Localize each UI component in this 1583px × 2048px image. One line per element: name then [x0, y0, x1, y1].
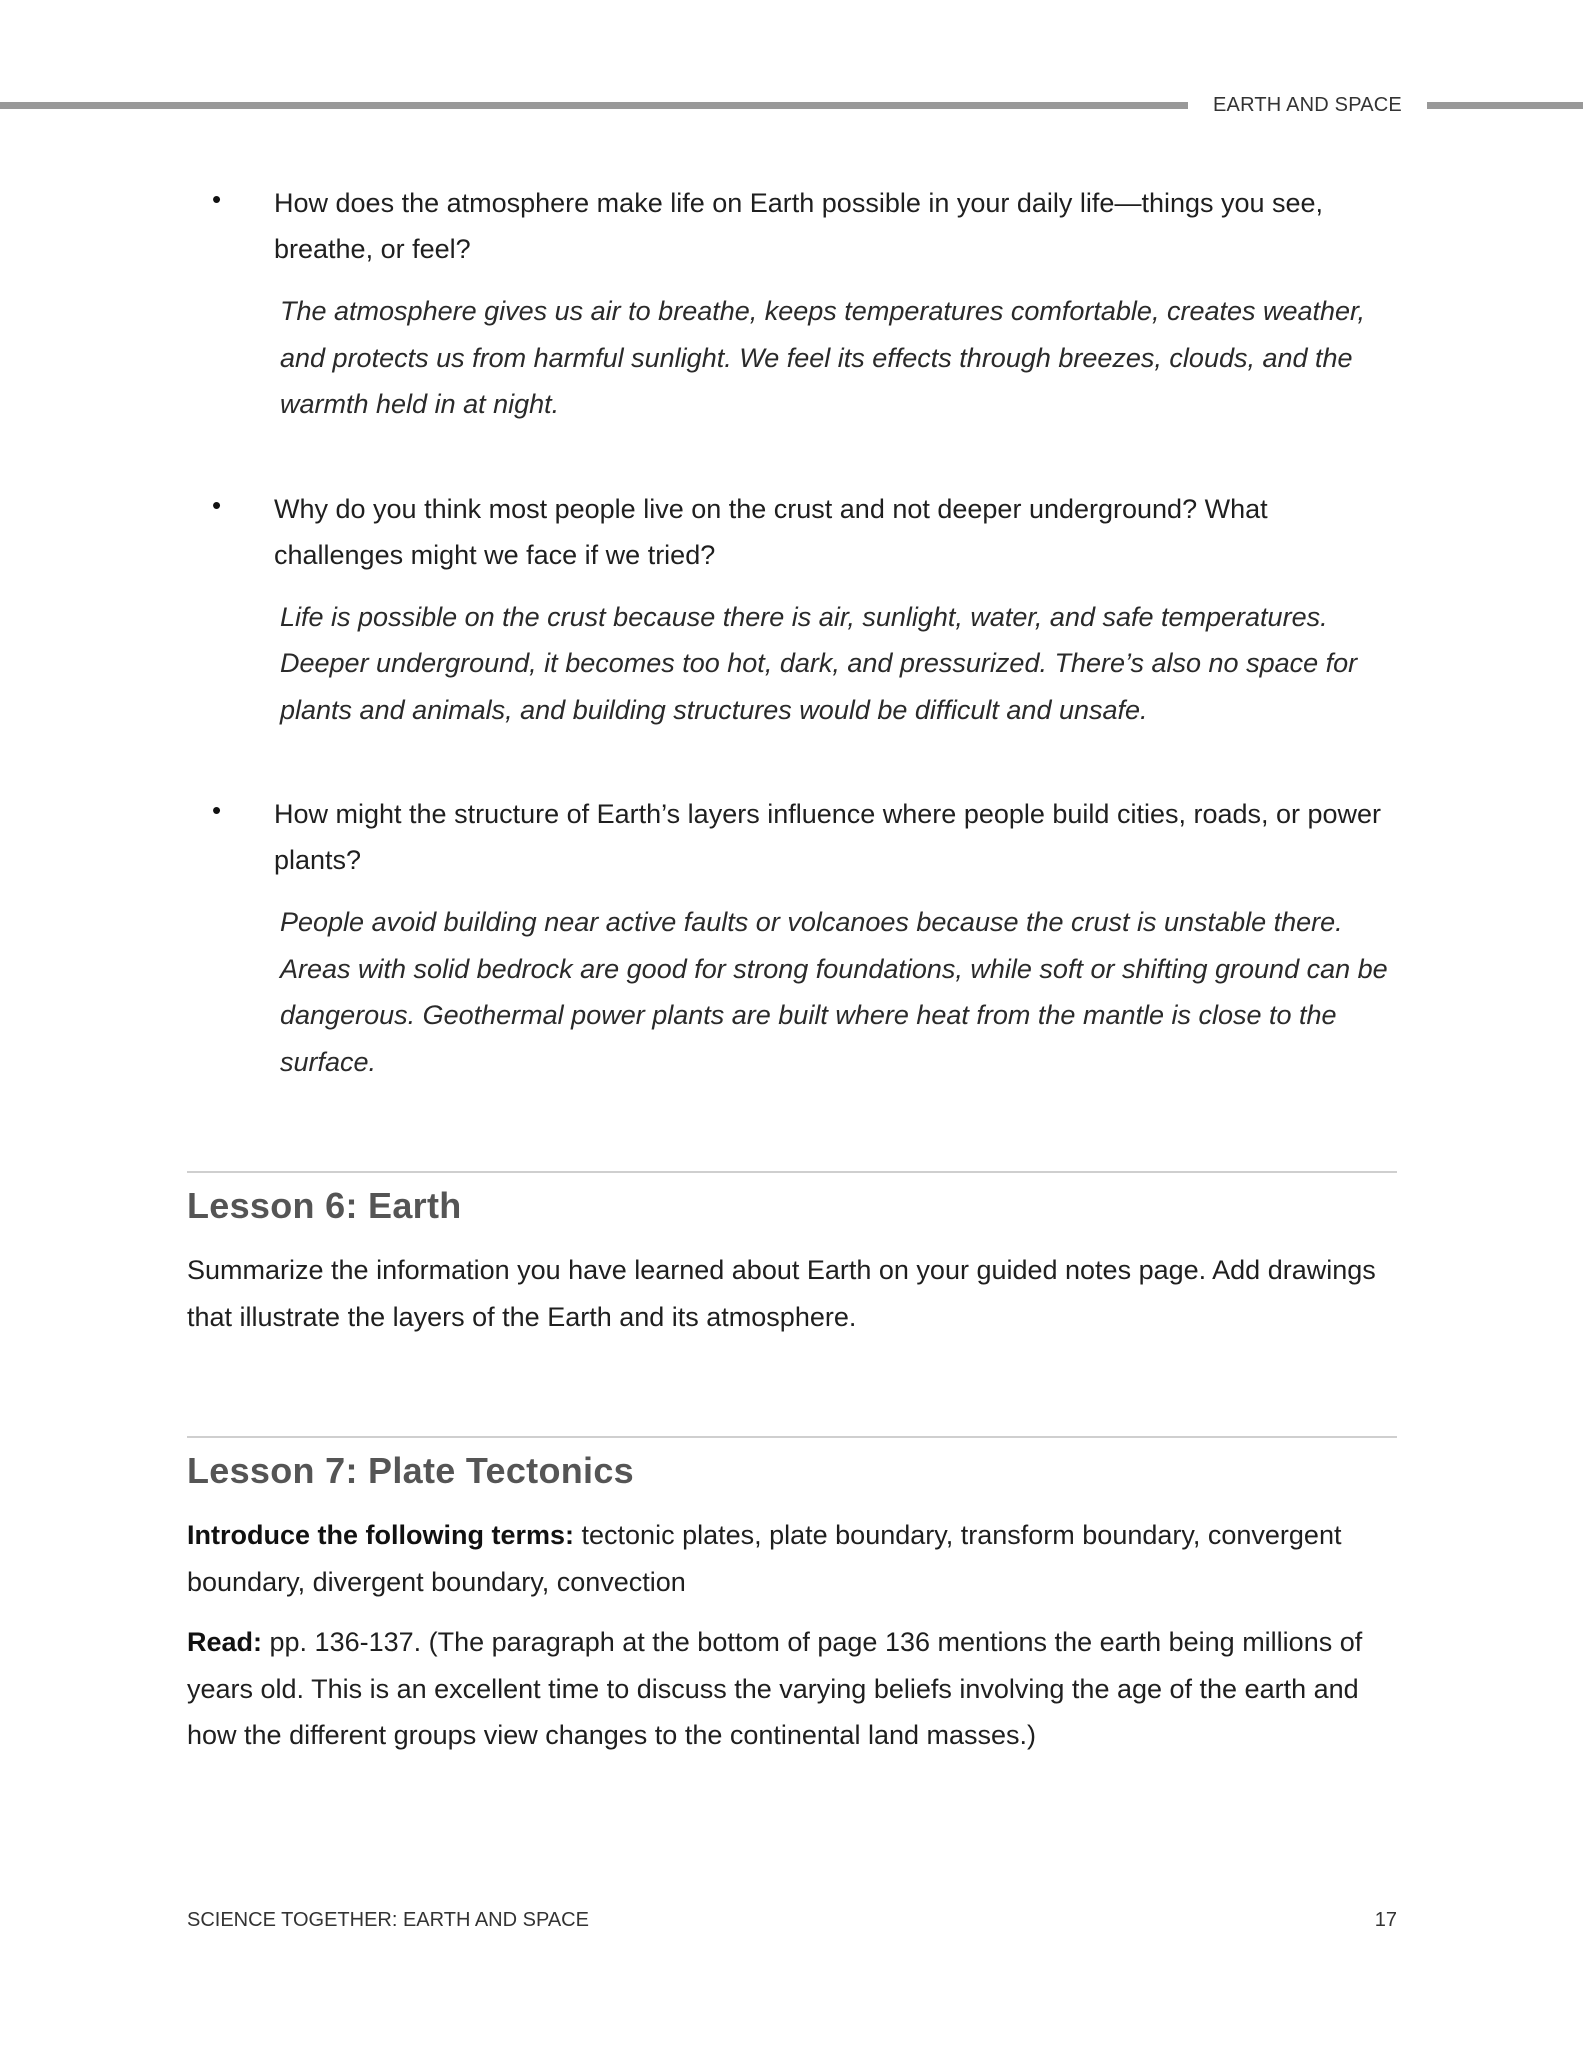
bullet-icon: •: [212, 489, 222, 520]
lesson-6-section: [187, 1171, 1397, 1340]
page-content: [187, 180, 1397, 1773]
answer-text: Life is possible on the crust because there is air, sunlight, water, and safe temperatures. Deeper underground, it becomes too hot, dark, and pressurized. There’s also no space for plants and animals, and building structures would be difficult and unsafe.: [280, 601, 1358, 725]
list-item: [187, 791, 1397, 1085]
answer-text: The atmosphere gives us air to breathe, keeps temperatures comfortable, creates weather, and protects us from harmful sunlight. We feel its effects through breezes, clouds, and the warmth held in at night.: [280, 296, 1366, 419]
bullet-icon: •: [212, 184, 222, 214]
section-divider: [187, 1436, 1397, 1438]
lesson-7-reading: [187, 1619, 1397, 1759]
lesson-7-section: [187, 1436, 1397, 1759]
footer-page-number: 17: [1374, 1909, 1397, 1931]
section-divider: [187, 1171, 1397, 1173]
read-text: pp. 136-137. (The paragraph at the bottom of page 136 mentions the earth being millions of years old. This is an excellent time to discuss the varying beliefs involving the age of the earth and how the different groups view changes to the continental land masses.): [187, 1627, 1363, 1750]
header-rule: [1427, 102, 1583, 109]
terms-text: tectonic plates, plate boundary, transform boundary, convergent boundary, divergent boundary, convection: [187, 1520, 1342, 1597]
question-text: How might the structure of Earth’s layers influence where people build cities, roads, or power plants?: [274, 799, 1382, 875]
lesson-7-title: Lesson 7: Plate Tectonics: [187, 1450, 634, 1491]
answer-text: People avoid building near active faults or volcanoes because the crust is unstable there. Areas with solid bedrock are good for strong foundations, while soft or shifting ground can be dangerous. Geothermal power plants are built where heat from the mantle is close to the surface.: [280, 907, 1388, 1077]
question-text: How does the atmosphere make life on Earth possible in your daily life—things you see, breathe, or feel?: [274, 188, 1324, 264]
read-label: Read:: [187, 1627, 263, 1657]
terms-label: Introduce the following terms:: [187, 1520, 575, 1550]
bullet-icon: •: [212, 795, 222, 825]
footer-book-title: SCIENCE TOGETHER: EARTH AND SPACE: [187, 1909, 589, 1931]
question-text: Why do you think most people live on the crust and not deeper underground? What challenges might we face if we tried?: [274, 493, 1268, 570]
header-rule: [0, 102, 1188, 109]
lesson-6-body: Summarize the information you have learned about Earth on your guided notes page. Add drawings that illustrate the layers of the Earth and its atmosphere.: [187, 1255, 1376, 1332]
list-item: [187, 180, 1397, 428]
lesson-7-terms: [187, 1512, 1397, 1605]
lesson-6-title: Lesson 6: Earth: [187, 1185, 462, 1226]
list-item: [187, 486, 1397, 734]
header-section-label: EARTH AND SPACE: [1213, 94, 1402, 116]
